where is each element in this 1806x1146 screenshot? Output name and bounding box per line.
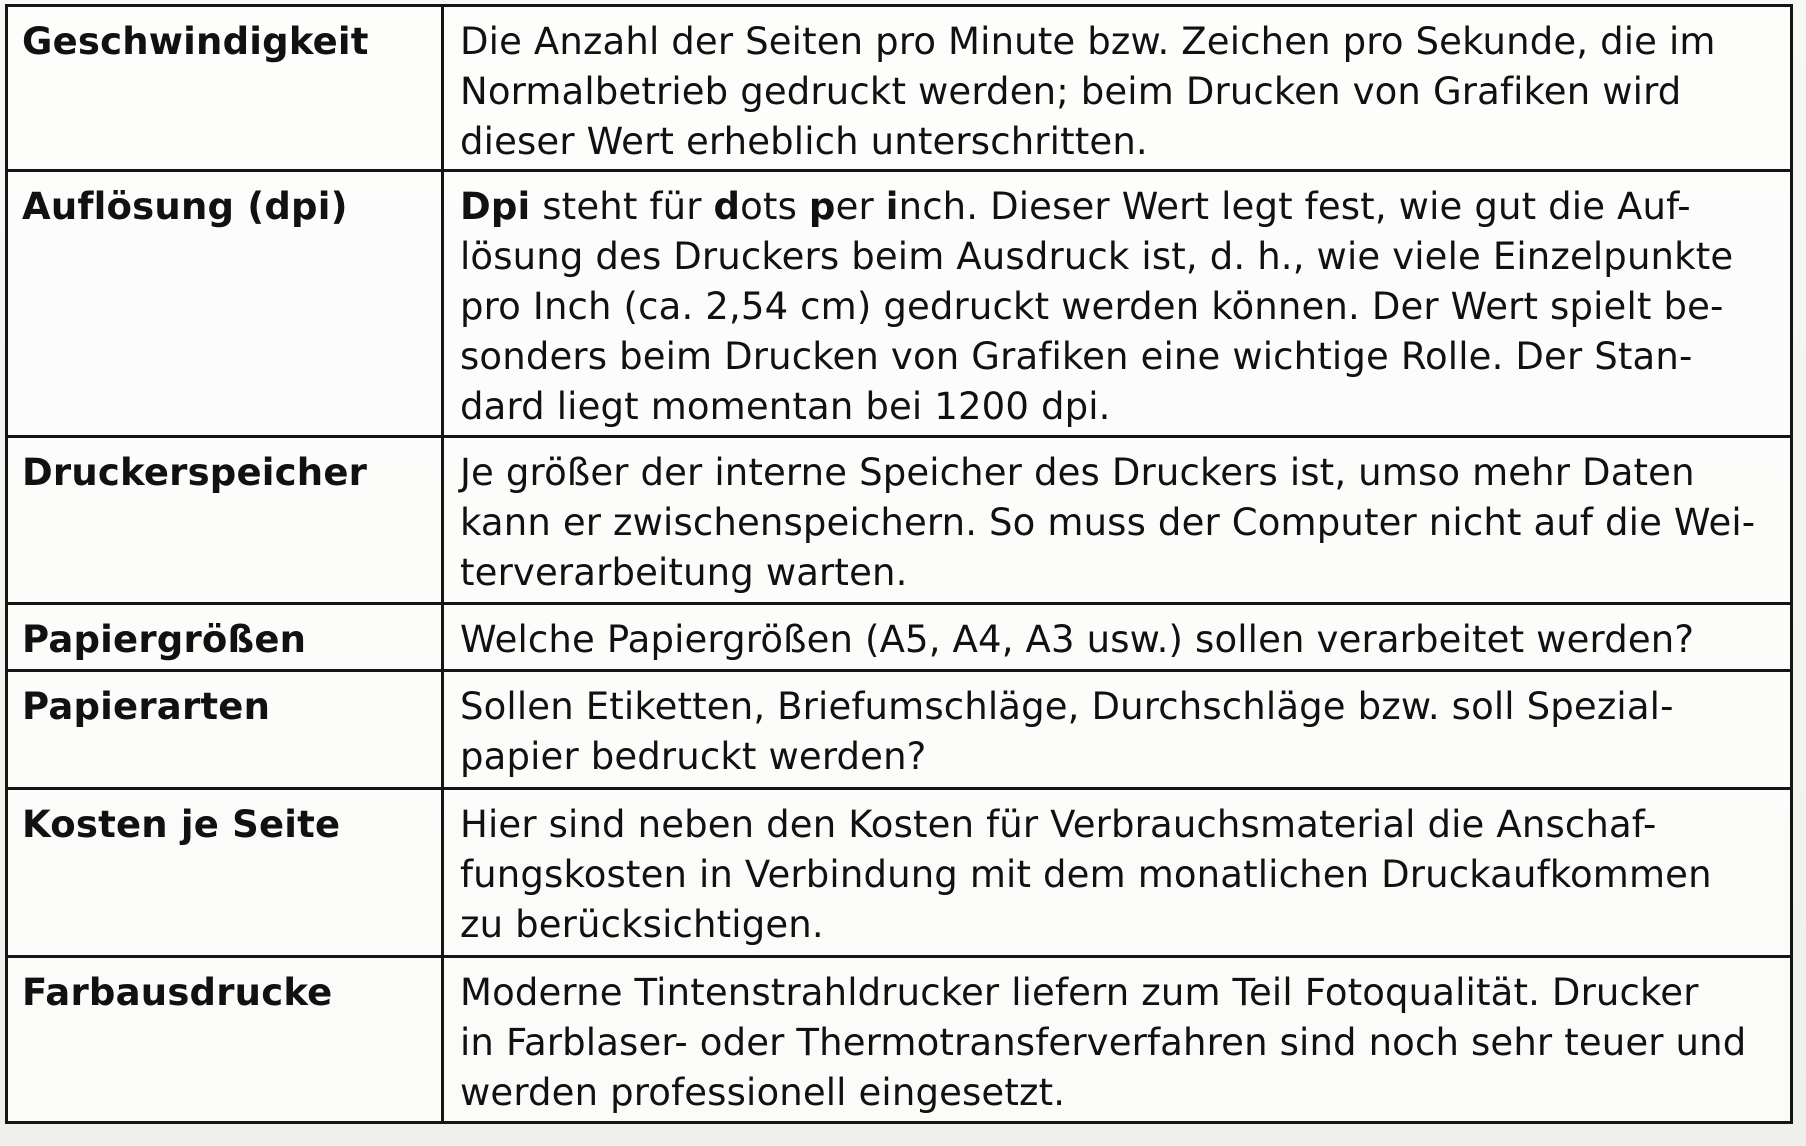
term-label: Kosten je Seite: [22, 803, 341, 846]
description-cell: [443, 671, 1792, 789]
table-row: [7, 604, 1792, 671]
description-cell: [443, 604, 1792, 671]
description-text: Moderne Tintenstrahldrucker liefern zum Teil Fotoqualität. Drucker in Farblaser- oder Thermotransferverfahren sind noch sehr teuer und werden professionell eingesetzt.: [460, 971, 1747, 1114]
description-text: Sollen Etiketten, Briefumschläge, Durchschläge bzw. soll Spezial- papier bedruckt werden?: [460, 685, 1674, 778]
bold-d: d: [713, 185, 741, 228]
term-cell: [7, 789, 443, 957]
description-fragment: er: [835, 185, 886, 228]
term-cell: [7, 437, 443, 604]
term-cell: [7, 171, 443, 437]
table-row: [7, 957, 1792, 1123]
description-fragment: ots: [740, 185, 809, 228]
description-text: Welche Papiergrößen (A5, A4, A3 usw.) sollen verarbeitet werden?: [460, 618, 1695, 661]
term-label: Papierarten: [22, 685, 271, 728]
table-row: [7, 6, 1792, 171]
term-label: Geschwindigkeit: [22, 20, 369, 63]
bold-i: i: [885, 185, 899, 228]
description-text: Hier sind neben den Kosten für Verbrauchsmaterial die Anschaf- fungskosten in Verbindung mit dem monatlichen Druckaufkommen zu berücksichtigen.: [460, 803, 1712, 946]
description-cell: [443, 437, 1792, 604]
description-cell: [443, 171, 1792, 437]
term-label: Papiergrößen: [22, 618, 307, 661]
description-cell: [443, 789, 1792, 957]
description-text: Je größer der interne Speicher des Druckers ist, umso mehr Daten kann er zwischenspeichern. So muss der Computer nicht auf die Wei- terverarbeitung warten.: [460, 451, 1756, 594]
term-cell: [7, 671, 443, 789]
table-row: [7, 437, 1792, 604]
bold-p: p: [808, 185, 836, 228]
description-fragment: nch. Dieser Wert legt fest, wie gut die Auf- lösung des Druckers beim Ausdruck ist, d. h., wie viele Einzelpunkte pro Inch (ca. 2,54 cm) gedruckt werden können. Der Wert spielt be- sonders beim Drucken von Grafiken eine wichtige Rolle. Der Stan- dard liegt momentan bei 1200 dpi.: [460, 185, 1734, 428]
table-row: [7, 789, 1792, 957]
term-cell: [7, 604, 443, 671]
term-label: Druckerspeicher: [22, 451, 368, 494]
term-label: Farbausdrucke: [22, 971, 333, 1014]
term-label: Auflösung (dpi): [22, 185, 348, 228]
description-cell: [443, 957, 1792, 1123]
printer-criteria-table: [5, 4, 1793, 1124]
description-text: Die Anzahl der Seiten pro Minute bzw. Zeichen pro Sekunde, die im Normalbetrieb gedruckt werden; beim Drucken von Grafiken wird dieser Wert erheblich unterschritten.: [460, 20, 1716, 163]
term-cell: [7, 6, 443, 171]
description-text: [460, 182, 1772, 432]
table-row: [7, 671, 1792, 789]
bold-dpi: Dpi: [460, 185, 531, 228]
description-cell: [443, 6, 1792, 171]
term-cell: [7, 957, 443, 1123]
description-fragment: steht für: [530, 185, 714, 228]
table-row: [7, 171, 1792, 437]
